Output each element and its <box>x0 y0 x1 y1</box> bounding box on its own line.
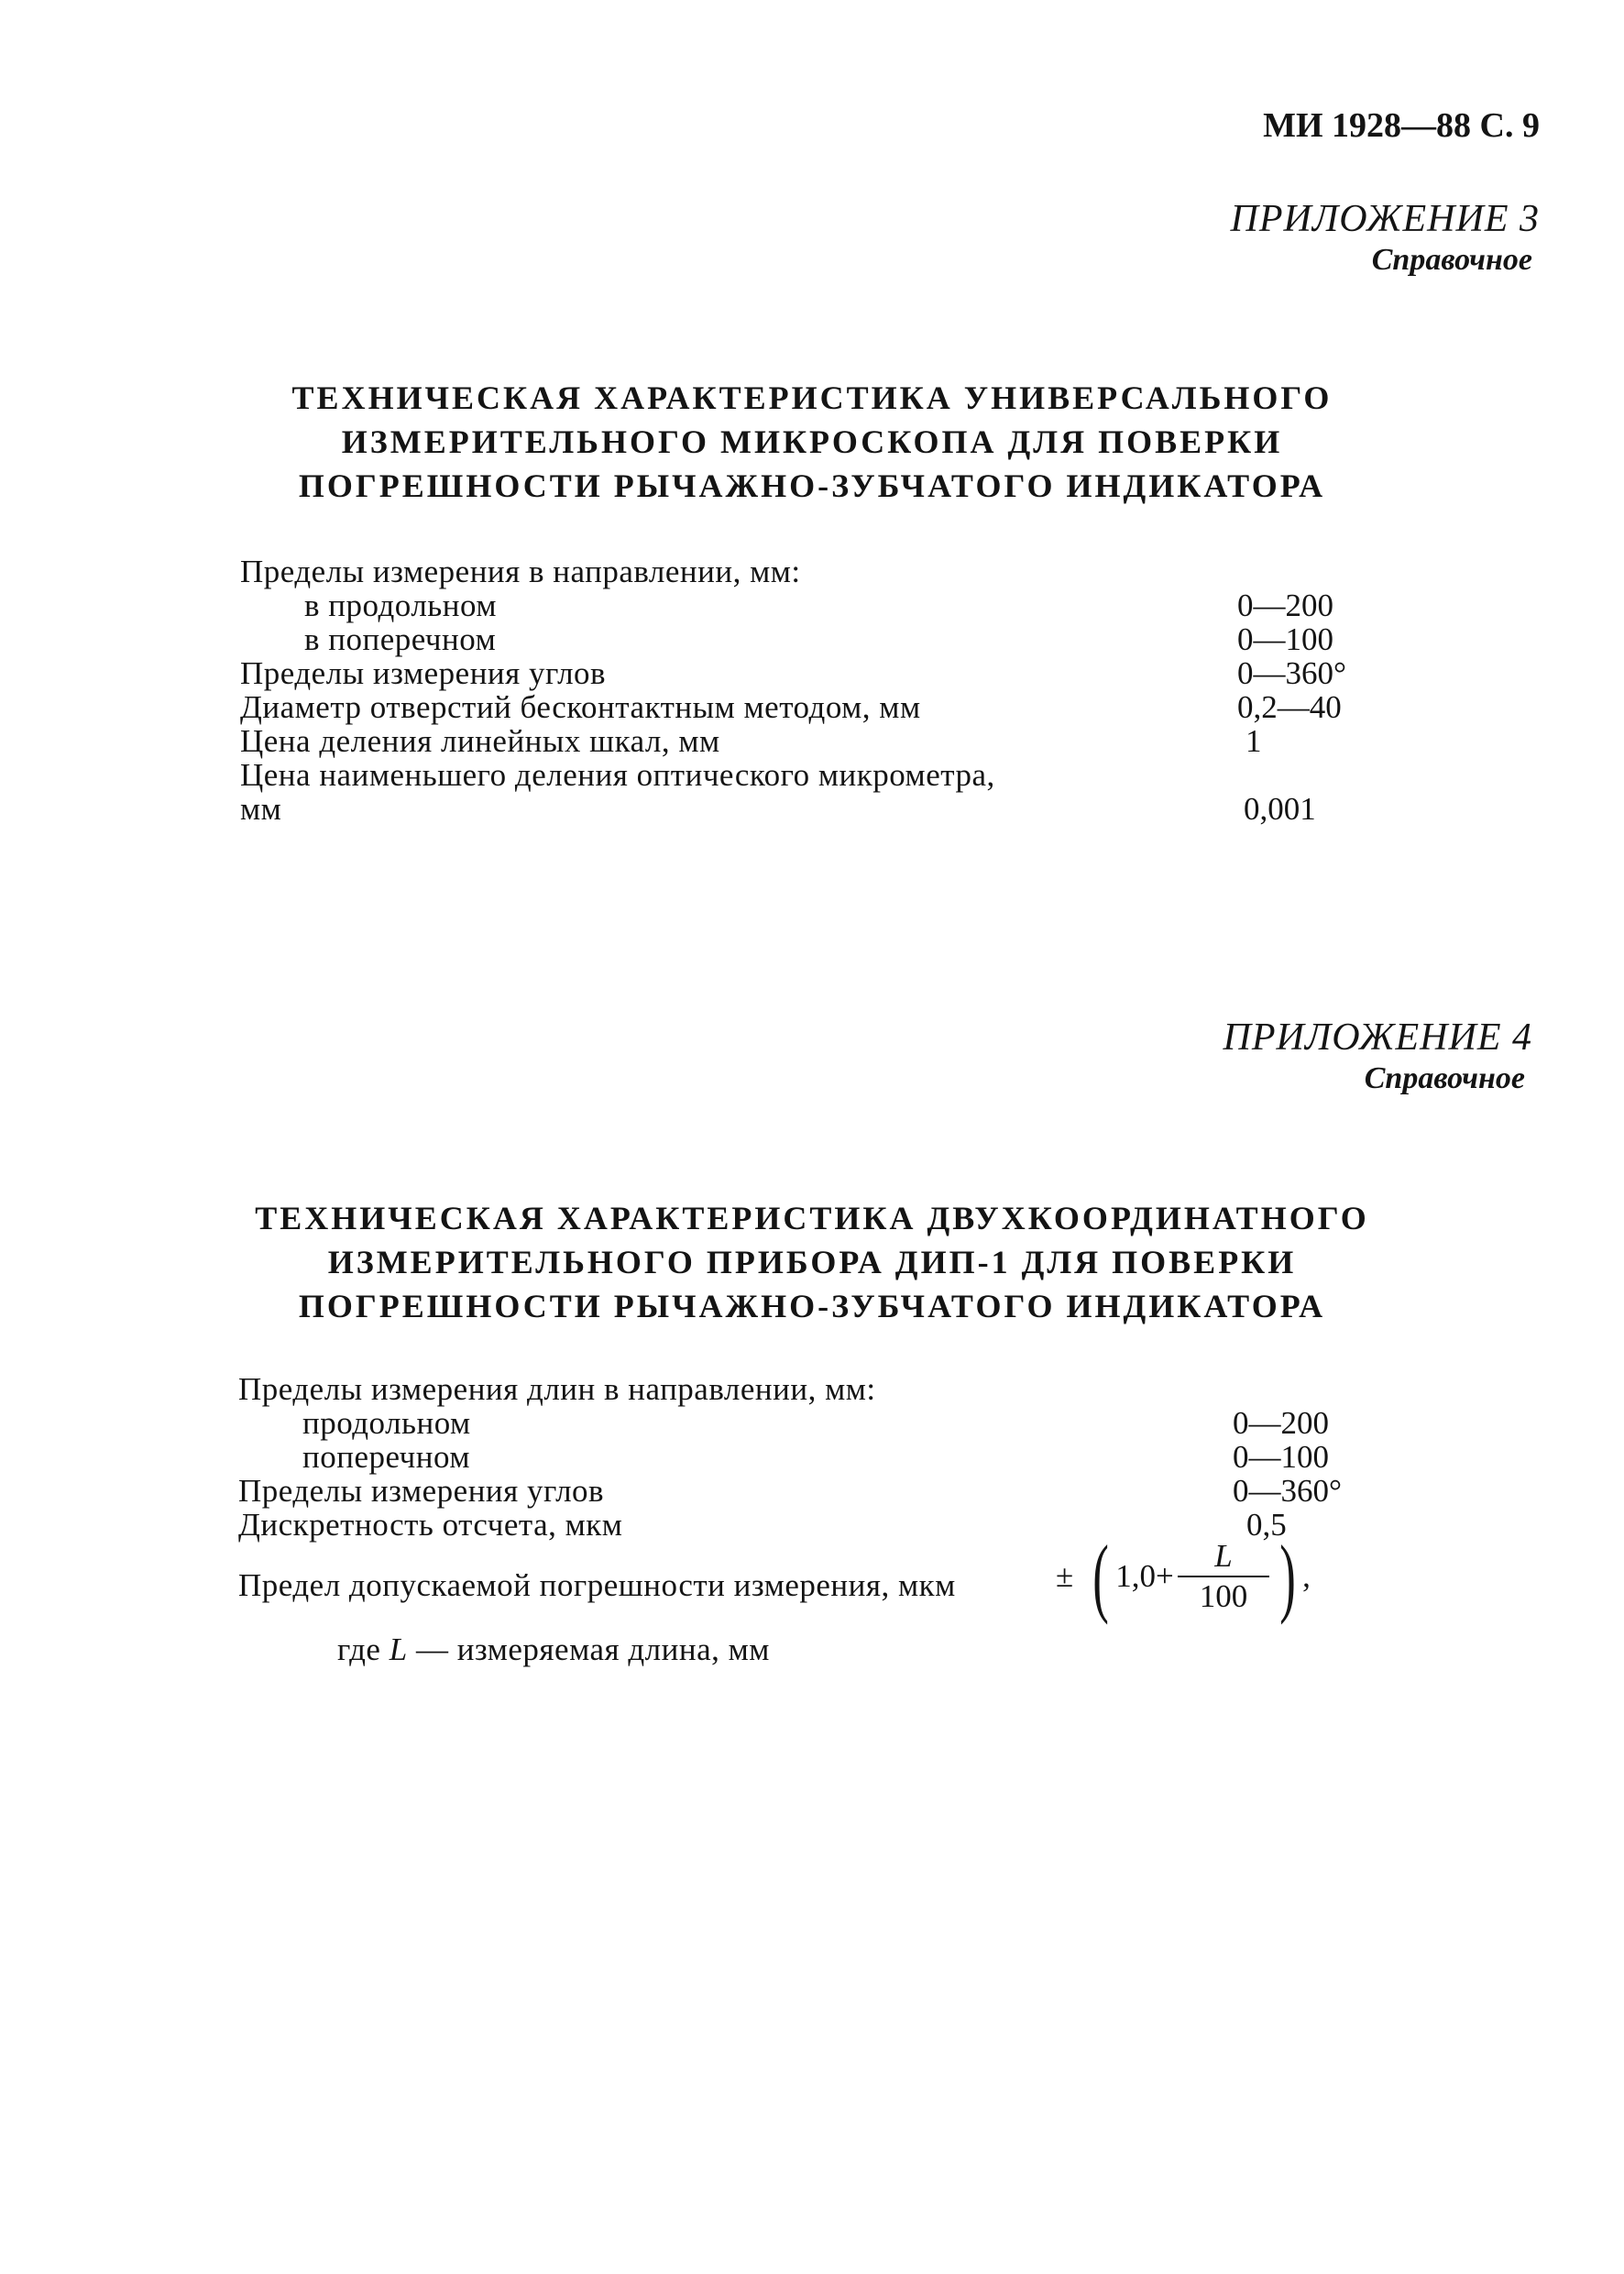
note-prefix: где <box>337 1631 381 1667</box>
formula-constant: 1,0+ <box>1115 1558 1174 1594</box>
spec-row <box>240 656 1386 690</box>
spec-row <box>240 724 1386 758</box>
fraction-numerator: L <box>1214 1538 1233 1574</box>
title-line: ИЗМЕРИТЕЛЬНОГО МИКРОСКОПА ДЛЯ ПОВЕРКИ <box>341 423 1283 460</box>
appendix-4-spec-table <box>238 1372 1384 1542</box>
appendix-3-title <box>0 376 1624 508</box>
spec-label: Диаметр отверстий бесконтактным методом, мм <box>240 689 921 725</box>
appendix-3-type: Справочное <box>1371 243 1532 277</box>
appendix-3-label: ПРИЛОЖЕНИЕ 3 <box>1230 198 1540 240</box>
spec-value: 0,2—40 <box>1237 689 1342 725</box>
formula-trailing-comma: , <box>1302 1558 1311 1594</box>
spec-row <box>240 690 1386 724</box>
spec-label: продольном <box>302 1405 471 1441</box>
spec-row <box>240 758 1386 792</box>
title-line: ИЗМЕРИТЕЛЬНОГО ПРИБОРА ДИП-1 ДЛЯ ПОВЕРКИ <box>327 1244 1297 1280</box>
note-variable: L <box>389 1631 408 1667</box>
spec-label: в поперечном <box>304 621 497 657</box>
formula-note <box>337 1631 770 1668</box>
title-line: ТЕХНИЧЕСКАЯ ХАРАКТЕРИСТИКА ДВУХКООРДИНАТНОГО <box>255 1200 1369 1236</box>
spec-row <box>238 1474 1384 1508</box>
spec-value: 1 <box>1245 723 1262 759</box>
note-text: — измеряемая длина, мм <box>415 1631 770 1667</box>
plus-minus-sign: ± <box>1056 1558 1074 1594</box>
spec-row <box>238 1406 1384 1440</box>
spec-label: Пределы измерения длин в направлении, мм: <box>238 1371 876 1407</box>
spec-row <box>238 1440 1384 1474</box>
error-limit-label: Предел допускаемой погрешности измерения, мкм <box>238 1567 956 1603</box>
appendix-4-type: Справочное <box>1364 1061 1525 1095</box>
spec-label: Пределы измерения в направлении, мм: <box>240 554 801 589</box>
title-line: ПОГРЕШНОСТИ РЫЧАЖНО-ЗУБЧАТОГО ИНДИКАТОРА <box>298 467 1326 504</box>
spec-value: 0—360° <box>1237 655 1346 691</box>
title-line: ПОГРЕШНОСТИ РЫЧАЖНО-ЗУБЧАТОГО ИНДИКАТОРА <box>298 1288 1326 1324</box>
appendix-4-label: ПРИЛОЖЕНИЕ 4 <box>1223 1016 1532 1059</box>
spec-label: Пределы измерения углов <box>238 1473 605 1509</box>
appendix-3-spec-table <box>240 555 1386 826</box>
close-paren: ) <box>1279 1527 1296 1625</box>
spec-value: 0—200 <box>1233 1405 1329 1441</box>
formula-fraction <box>1178 1539 1270 1614</box>
title-line: ТЕХНИЧЕСКАЯ ХАРАКТЕРИСТИКА УНИВЕРСАЛЬНОГО <box>291 379 1333 416</box>
spec-row <box>240 622 1386 656</box>
spec-row <box>238 1372 1384 1406</box>
error-limit-row <box>238 1527 1430 1633</box>
spec-label: Пределы измерения углов <box>240 655 607 691</box>
page-header: МИ 1928—88 С. 9 <box>1263 106 1540 145</box>
spec-value: 0—100 <box>1237 621 1333 657</box>
error-limit-formula <box>1056 1527 1311 1625</box>
spec-label: поперечном <box>302 1439 470 1475</box>
fraction-denominator: 100 <box>1178 1576 1270 1614</box>
spec-value: 0,001 <box>1244 791 1316 827</box>
spec-row <box>240 555 1386 588</box>
spec-label: Дискретность отсчета, мкм <box>238 1507 623 1543</box>
spec-row <box>240 588 1386 622</box>
spec-value: 0—100 <box>1233 1439 1329 1475</box>
spec-value: 0,5 <box>1246 1507 1287 1543</box>
appendix-4-title <box>0 1196 1624 1328</box>
open-paren: ( <box>1092 1527 1109 1625</box>
spec-label: в продольном <box>304 588 497 623</box>
spec-label: Цена наименьшего деления оптического микрометра, <box>240 757 995 793</box>
spec-label: мм <box>240 791 282 827</box>
spec-value: 0—360° <box>1233 1473 1342 1509</box>
spec-label: Цена деления линейных шкал, мм <box>240 723 720 759</box>
spec-row <box>240 792 1386 826</box>
spec-value: 0—200 <box>1237 588 1333 623</box>
